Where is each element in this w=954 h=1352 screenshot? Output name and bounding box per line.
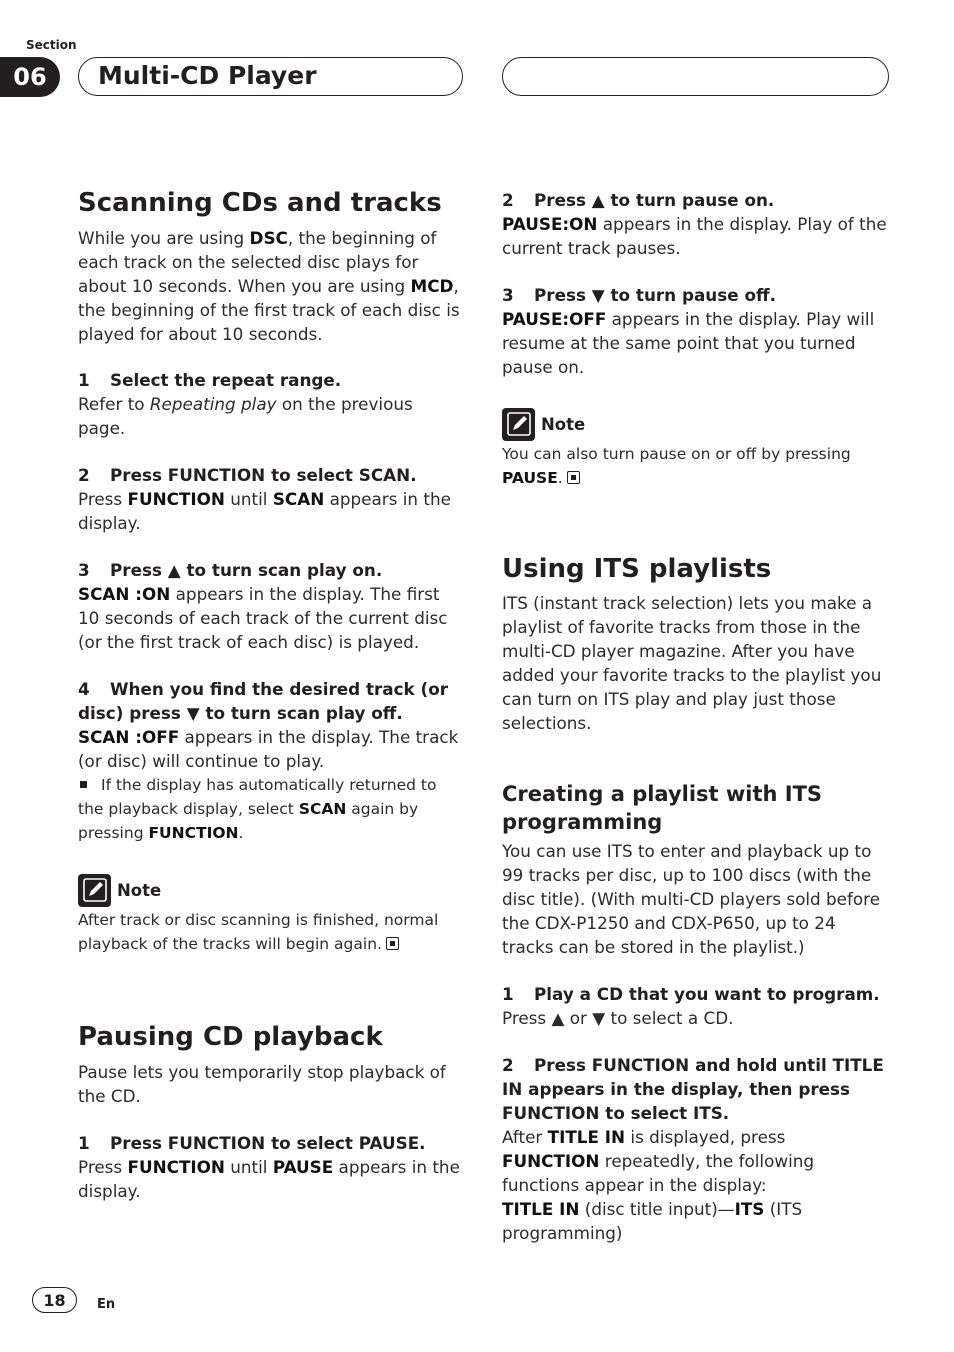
right-column bbox=[502, 186, 888, 1245]
end-mark-icon bbox=[386, 937, 399, 950]
its-heading: Using ITS playlists bbox=[502, 554, 772, 584]
down-arrow-icon: ▼ bbox=[592, 1008, 606, 1028]
language-code: En bbox=[97, 1297, 116, 1312]
pause-note: Note You can also turn pause on or off by pressing PAUSE. bbox=[502, 407, 888, 490]
its-subheading: Creating a playlist with ITS programming bbox=[502, 782, 823, 834]
section-label: Section bbox=[26, 38, 77, 52]
pause-step-1: 1 Press FUNCTION to select PAUSE. Press FUNCTION until PAUSE appears in the display. bbox=[78, 1133, 460, 1201]
pause-step-2: 2 Press ▲ to turn pause on. PAUSE:ON appears in the display. Play of the current track pauses. bbox=[502, 190, 887, 258]
scan-intro: While you are using DSC, the beginning of each track on the selected disc plays for about 10 seconds. When you are using MCD, the beginning of the first track of each disc is played for about 10 seconds. bbox=[78, 228, 460, 344]
down-arrow-icon: ▼ bbox=[591, 285, 605, 305]
down-arrow-icon: ▼ bbox=[186, 703, 200, 723]
pause-step-3: 3 Press ▼ to turn pause off. PAUSE:OFF appears in the display. Play will resume at the same point that you turned pause on. bbox=[502, 285, 875, 377]
scan-step-2: 2 Press FUNCTION to select SCAN. Press FUNCTION until SCAN appears in the display. bbox=[78, 465, 451, 533]
up-arrow-icon: ▲ bbox=[591, 190, 605, 210]
bullet-icon bbox=[80, 781, 87, 788]
scan-step-3: 3 Press ▲ to turn scan play on. SCAN :ON appears in the display. The first 10 seconds of each track of the current disc (or the first track of each disc) is played. bbox=[78, 560, 448, 652]
page-number: 18 bbox=[32, 1287, 77, 1313]
chapter-title: Multi-CD Player bbox=[98, 61, 317, 90]
section-number-badge: 06 bbox=[0, 57, 60, 97]
scan-step-4: 4 When you find the desired track (or disc) press ▼ to turn scan play off. SCAN :OFF appears in the display. The track (or disc) will continue to play. If the display has automatically returned to the playback display, select SCAN again by pressing FUNCTION. bbox=[78, 677, 464, 845]
note-pencil-icon bbox=[502, 408, 535, 441]
scan-step-1: 1 Select the repeat range. Refer to Repeating play on the previous page. bbox=[78, 370, 413, 438]
its-intro: ITS (instant track selection) lets you make a playlist of favorite tracks from those in the multi-CD player magazine. After you have added your favorite tracks to the playlist you can turn on ITS play and play just those selections. bbox=[502, 593, 882, 733]
header-right-frame bbox=[502, 57, 889, 96]
up-arrow-icon: ▲ bbox=[167, 560, 181, 580]
pause-heading: Pausing CD playback bbox=[78, 1022, 383, 1052]
its-step-1: 1 Play a CD that you want to program. Press ▲ or ▼ to select a CD. bbox=[502, 984, 880, 1028]
pause-intro: Pause lets you temporarily stop playback of the CD. bbox=[78, 1062, 446, 1106]
its-sub-intro: You can use ITS to enter and playback up to 99 tracks per disc, up to 100 discs (with the disc title). (With multi-CD players sold before the CDX-P1250 and CDX-P650, up to 24 tracks can be stored in the playlist.) bbox=[502, 841, 881, 957]
left-column bbox=[78, 186, 464, 1203]
scan-heading: Scanning CDs and tracks bbox=[78, 188, 442, 218]
end-mark-icon bbox=[567, 471, 580, 484]
up-arrow-icon: ▲ bbox=[551, 1008, 565, 1028]
note-pencil-icon bbox=[78, 874, 111, 907]
scan-note: Note After track or disc scanning is finished, normal playback of the tracks will begin again. bbox=[78, 873, 464, 956]
scan-bullet-note: If the display has automatically returned to the playback display, select SCAN again by pressing FUNCTION. bbox=[78, 776, 437, 842]
its-step-2: 2 Press FUNCTION and hold until TITLE IN appears in the display, then press FUNCTION to select ITS. After TITLE IN is displayed, press FUNCTION repeatedly, the following functions appear in the display: TITLE IN (disc title input)—ITS (ITS programming) bbox=[502, 1055, 884, 1243]
